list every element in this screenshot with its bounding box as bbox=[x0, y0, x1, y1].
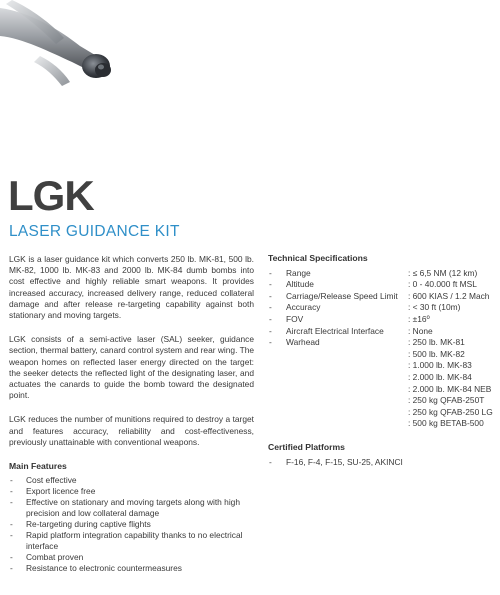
spec-value: : None bbox=[408, 325, 433, 336]
bullet-dash: - bbox=[269, 337, 272, 348]
spec-value: : 250 lb. MK-81 bbox=[408, 337, 465, 348]
list-item: - Combat proven bbox=[9, 552, 254, 563]
spec-value: : 250 kg QFAB-250T bbox=[408, 395, 485, 406]
spec-name: Accuracy bbox=[286, 302, 321, 313]
spec-value: : 1.000 lb. MK-83 bbox=[408, 360, 472, 371]
spec-value: : ±16º bbox=[408, 313, 430, 324]
bullet-dash: - bbox=[269, 325, 272, 336]
bullet-dash: - bbox=[269, 302, 272, 313]
spec-value: : 2.000 lb. MK-84 NEB bbox=[408, 383, 492, 394]
spec-row bbox=[268, 372, 493, 384]
page-subtitle: LASER GUIDANCE KIT bbox=[9, 223, 180, 240]
spec-value: : 0 - 40.000 ft MSL bbox=[408, 279, 477, 290]
paragraph: LGK reduces the number of munitions required to destroy a target and features accuracy, reliability and cost-effectiveness, previously unattainable with conventional weapons. bbox=[9, 414, 254, 447]
bullet-dash: - bbox=[269, 279, 272, 290]
spec-value: : 500 kg BETAB-500 bbox=[408, 418, 484, 429]
spec-row bbox=[268, 407, 493, 419]
platforms-row bbox=[268, 457, 493, 469]
spec-row bbox=[268, 337, 493, 349]
spec-value: : 500 lb. MK-82 bbox=[408, 348, 465, 359]
paragraph: LGK consists of a semi-active laser (SAL) seeker, guidance section, thermal battery, canard control system and rear wing. The weapon homes on reflected laser energy directed on the target: the seeker detects the reflected light of the designating laser, and actuates the canards to guide the bomb toward the designated point. bbox=[9, 334, 255, 401]
guidance-kit-image bbox=[0, 0, 140, 100]
paragraph: LGK is a laser guidance kit which converts 250 lb. MK-81, 500 lb. MK-82, 1000 lb. MK-83 and 2000 lb. MK-84 dumb bombs into cost effective and highly reliable smart weapons. It provides increased accuracy, increased delivery range, reduced collateral damage and after release re-targeting capability against both stationary and moving targets. bbox=[9, 254, 254, 321]
spec-row bbox=[268, 314, 493, 326]
list-item: - Resistance to electronic countermeasures bbox=[9, 563, 254, 574]
spec-row bbox=[268, 268, 493, 280]
spec-value: : 2.000 lb. MK-84 bbox=[408, 371, 472, 382]
spec-value: : < 30 ft (10m) bbox=[408, 302, 461, 313]
spec-row bbox=[268, 302, 493, 314]
page-title: LGK bbox=[8, 172, 94, 219]
list-item: - Rapid platform integration capability thanks to no electrical interface bbox=[9, 530, 254, 552]
spec-row bbox=[268, 326, 493, 338]
list-item: - Cost effective bbox=[9, 475, 254, 486]
specs-column bbox=[268, 253, 493, 468]
features-list bbox=[9, 475, 254, 574]
bullet-dash: - bbox=[269, 456, 272, 467]
description-column bbox=[9, 254, 254, 574]
spec-name: Range bbox=[286, 267, 311, 278]
spec-row bbox=[268, 418, 493, 430]
list-item: - Export licence free bbox=[9, 486, 254, 497]
list-item: - Re-targeting during captive flights bbox=[9, 519, 254, 530]
spec-name: Altitude bbox=[286, 279, 314, 290]
bullet-dash: - bbox=[269, 313, 272, 324]
spec-row bbox=[268, 384, 493, 396]
platforms-heading: Certified Platforms bbox=[268, 441, 345, 452]
list-item: - Effective on stationary and moving targets along with high precision and low collateral damage bbox=[9, 497, 254, 519]
features-heading: Main Features bbox=[9, 461, 67, 472]
spec-row bbox=[268, 291, 493, 303]
platforms-value: F-16, F-4, F-15, SU-25, AKINCI bbox=[286, 456, 403, 467]
spec-name: Carriage/Release Speed Limit bbox=[286, 290, 398, 301]
specs-list bbox=[268, 268, 493, 430]
spec-row bbox=[268, 349, 493, 361]
spec-value: : 250 kg QFAB-250 LG bbox=[408, 406, 493, 417]
bullet-dash: - bbox=[269, 290, 272, 301]
spec-value: : ≤ 6,5 NM (12 km) bbox=[408, 267, 478, 278]
spec-row bbox=[268, 360, 493, 372]
spec-value: : 600 KIAS / 1.2 Mach bbox=[408, 290, 490, 301]
spec-row bbox=[268, 395, 493, 407]
bullet-dash: - bbox=[269, 267, 272, 278]
spec-name: FOV bbox=[286, 313, 304, 324]
spec-row bbox=[268, 279, 493, 291]
spec-name: Aircraft Electrical Interface bbox=[286, 325, 384, 336]
specs-heading: Technical Specifications bbox=[268, 253, 368, 263]
spec-name: Warhead bbox=[286, 337, 320, 348]
